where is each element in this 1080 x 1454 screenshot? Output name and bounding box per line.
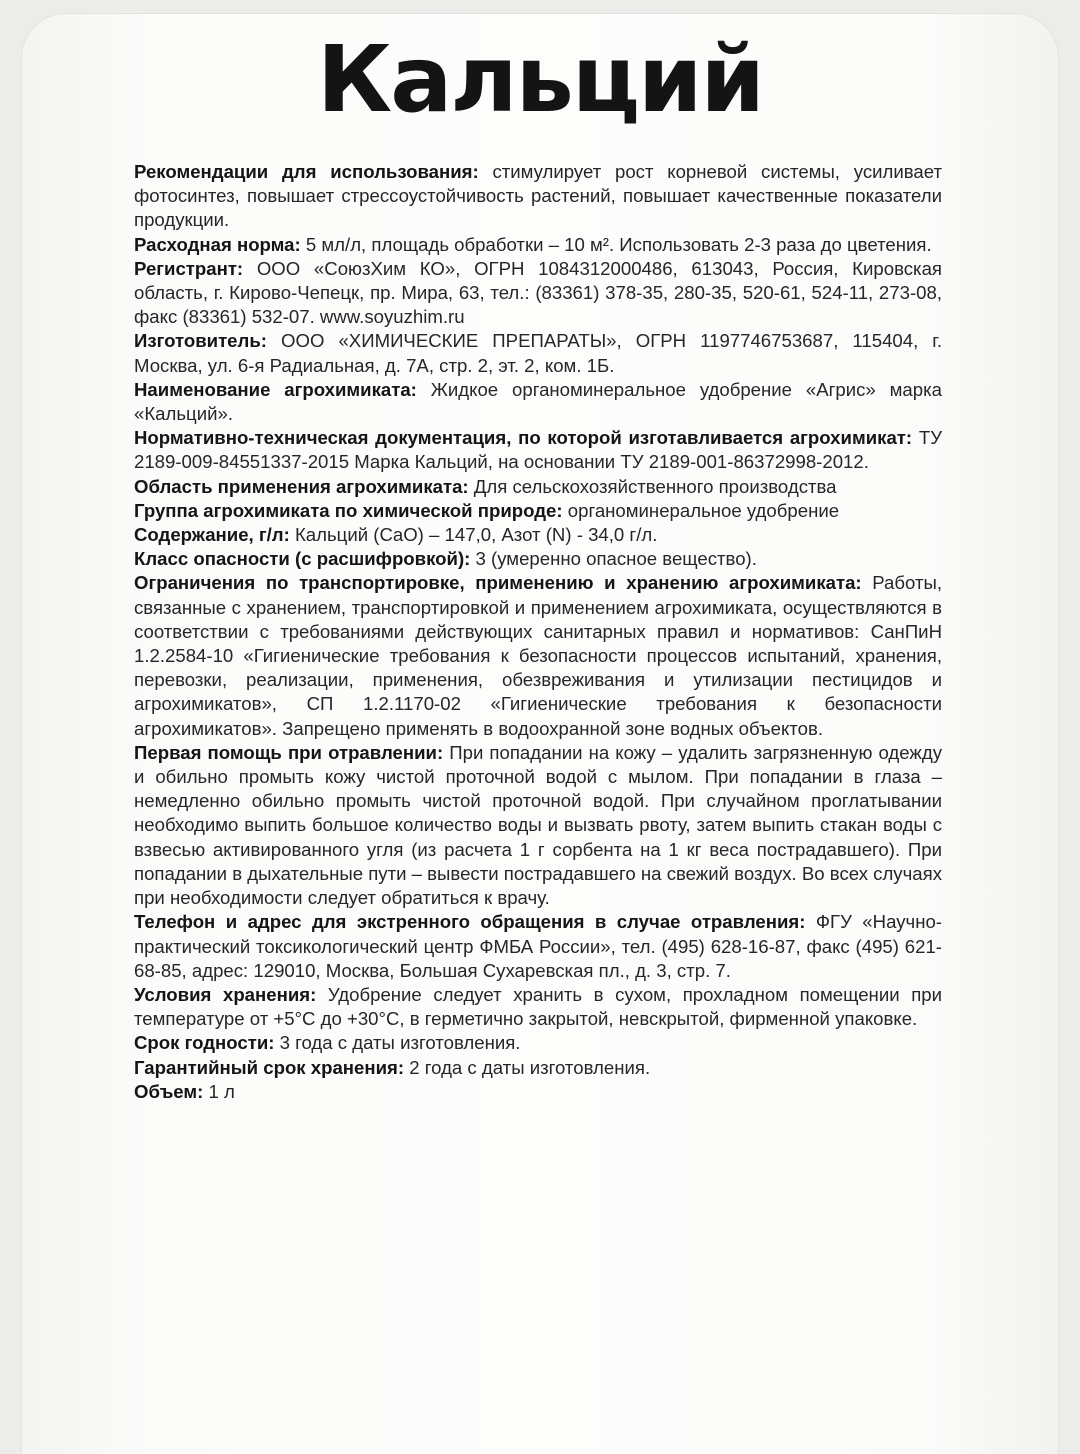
section-label: Ограничения по транспортировке, применению и хранению агрохимиката: [134, 572, 862, 594]
section-text: 3 года с даты изготовления. [274, 1032, 521, 1054]
section-label: Наименование агрохимиката: [134, 378, 417, 400]
section-text: органоминеральное удобрение [562, 499, 840, 521]
section-text: При попадании на кожу – удалить загрязненную одежду и обильно промыть кожу чистой проточной водой с мылом. При попадании в глаза – немедленно обильно промыть чистой проточной водой. При случайном проглатывании необходимо выпить большое количество воды и вызвать рвоту, затем выпить стакан воды с взвесью активированного угля (из расчета 1 г сорбента на 1 кг веса пострадавшего). При попадании в дыхательные пути – вывести пострадавшего на свежий воздух. Во всех случаях при необходимости следует обратиться к врачу. [134, 741, 942, 909]
section-text: ТУ 2189-009-84551337-2015 Марка Кальций, на основании ТУ 2189-001-86372998-2012. [134, 427, 942, 473]
section-text: 1 л [203, 1080, 235, 1102]
section-text: ООО «ХИМИЧЕСКИЕ ПРЕПАРАТЫ», ОГРН 1197746753687, 115404, г. Москва, ул. 6-я Радиальная, д. 7А, стр. 2, эт. 2, ком. 1Б. [134, 330, 942, 376]
section-text: стимулирует рост корневой системы, усиливает фотосинтез, повышает стрессоустойчивость растений, повышает качественные показатели продукции. [134, 161, 942, 231]
section-technical-documentation [134, 426, 942, 474]
section-label: Рекомендации для использования: [134, 161, 479, 182]
section-label: Расходная норма: [134, 233, 301, 255]
section-chemical-group [134, 499, 942, 523]
section-label: Условия хранения: [134, 983, 317, 1005]
section-label: Класс опасности (с расшифровкой): [134, 548, 471, 570]
section-manufacturer [134, 329, 942, 377]
section-text: 5 мл/л, площадь обработки – 10 м². Использовать 2-3 раза до цветения. [300, 233, 932, 255]
section-content [134, 523, 942, 547]
product-title: Кальций [317, 26, 763, 133]
section-restrictions [134, 571, 942, 740]
section-volume [134, 1080, 942, 1104]
section-text: ООО «СоюзХим КО», ОГРН 1084312000486, 613043, Россия, Кировская область, г. Кирово-Чепецк, пр. Мира, 63, тел.: (83361) 378-35, 280-35, 520-61, 524-11, 273-08, факс (83361) 532-07. www.soyuzhim.ru [134, 257, 942, 328]
section-shelf-life [134, 1031, 942, 1055]
section-text: ФГУ «Научно-практический токсикологический центр ФМБА России», тел. (495) 628-16-87, факс (495) 621-68-85, адрес: 129010, Москва, Большая Сухаревская пл., д. 3, стр. 7. [134, 911, 942, 981]
section-emergency-contact [134, 910, 942, 983]
section-consumption-rate [134, 233, 942, 257]
section-label: Телефон и адрес для экстренного обращения в случае отравления: [134, 911, 806, 933]
section-recommendations [134, 160, 942, 233]
section-text: Кальций (CaO) – 147,0, Азот (N) - 34,0 г/л. [289, 524, 658, 546]
section-text: Жидкое органоминеральное удобрение «Агрис» марка «Кальций». [134, 378, 942, 425]
section-label: Изготовитель: [134, 330, 267, 352]
section-application-area [134, 475, 942, 499]
section-guaranteed-storage [134, 1056, 942, 1080]
section-text: Для сельскохозяйственного производства [468, 475, 837, 497]
section-agrochemical-name [134, 378, 942, 426]
label-text-block [134, 160, 942, 1104]
section-label: Первая помощь при отравлении: [134, 741, 444, 763]
section-first-aid [134, 741, 942, 910]
section-text: Удобрение следует хранить в сухом, прохладном помещении при температуре от +5°С до +30°С, в герметично закрытой, невскрытой, фирменной упаковке. [134, 983, 943, 1030]
section-text: 3 (умеренно опасное вещество). [470, 548, 757, 570]
section-registrant [134, 257, 942, 330]
section-label: Группа агрохимиката по химической природе: [134, 499, 563, 521]
section-label: Нормативно-техническая документация, по которой изготавливается агрохимикат: [134, 427, 913, 449]
section-label: Содержание, г/л: [134, 524, 290, 546]
section-label: Гарантийный срок хранения: [134, 1056, 405, 1078]
section-label: Область применения агрохимиката: [134, 475, 469, 497]
section-text: Работы, связанные с хранением, транспортировкой и применением агрохимиката, осуществляются в соответствии с требованиями действующих санитарных правил и нормативов: СанПиН 1.2.2584-10 «Гигиенические требования к безопасности процессов испытаний, хранения, перевозки, реализации, применения, обезвреживания и утилизации пестицидов и агрохимикатов», СП 1.2.1170-02 «Гигиенические требования к безопасности агрохимикатов». Запрещено применять в водоохранной зоне водных объектов. [134, 572, 943, 739]
section-label: Регистрант: [134, 257, 244, 279]
section-storage-conditions [134, 983, 942, 1031]
section-text: 2 года с даты изготовления. [404, 1056, 651, 1078]
section-hazard-class [134, 547, 942, 571]
section-label: Объем: [134, 1080, 204, 1102]
section-label: Срок годности: [134, 1032, 275, 1054]
